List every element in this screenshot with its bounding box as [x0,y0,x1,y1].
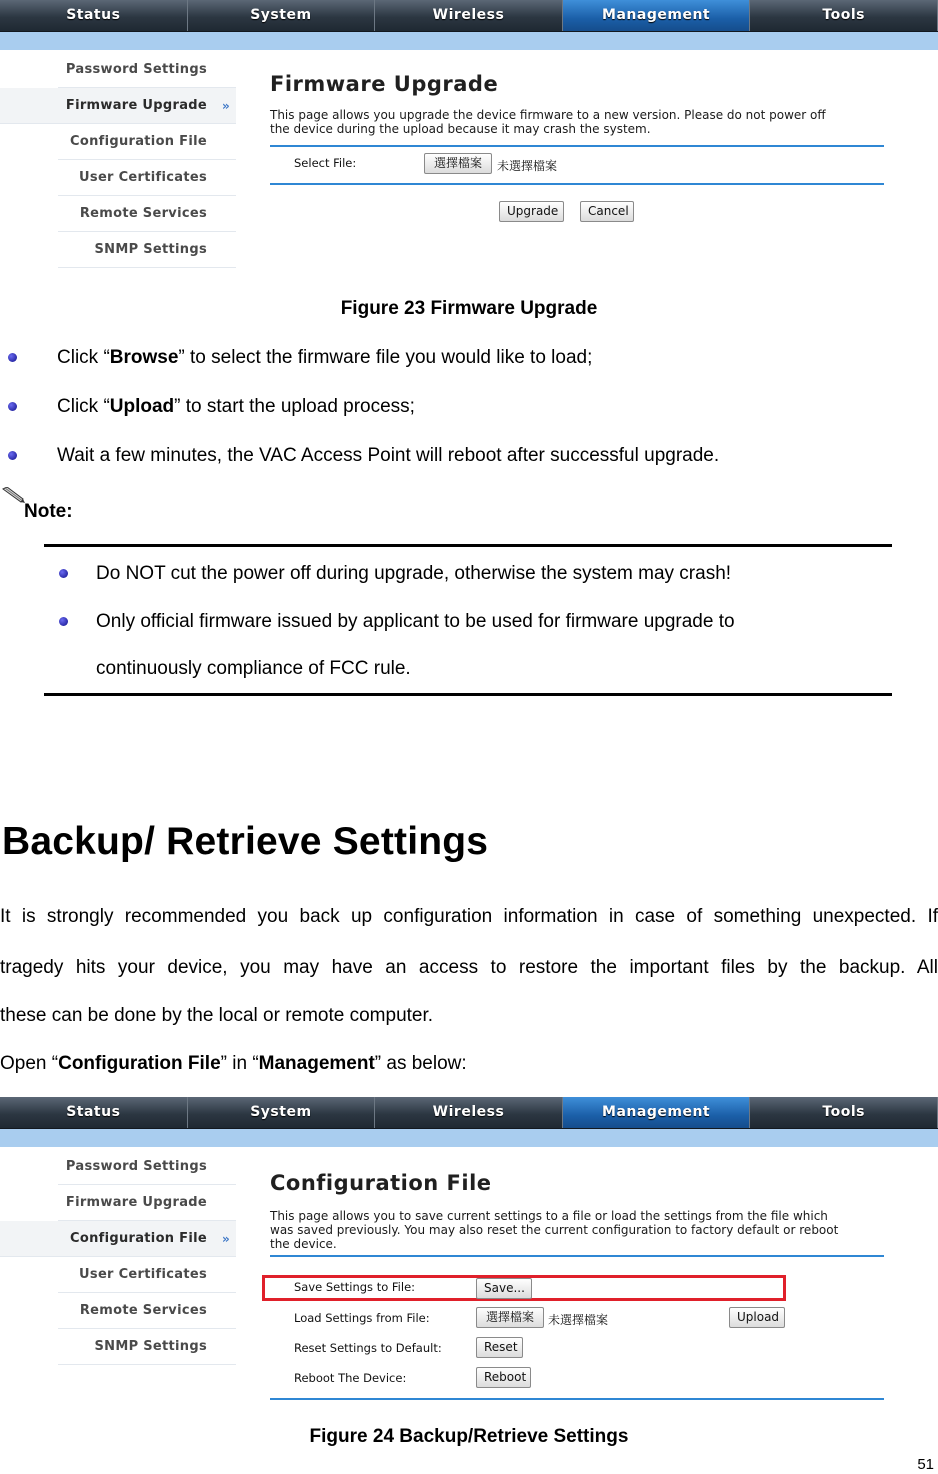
note-item-official-firmware-cont: continuously compliance of FCC rule. [96,658,411,679]
paragraph-line: these can be done by the local or remote computer. [0,1005,434,1026]
figure-24-caption: Figure 24 Backup/Retrieve Settings [309,1426,629,1447]
top-nav-bar [0,0,938,32]
save-settings-label: Save Settings to File: [294,1280,416,1294]
tab-tools[interactable]: Tools [750,0,938,31]
management-sidebar [0,1147,236,1405]
reboot-device-label: Reboot The Device: [294,1371,407,1385]
reset-settings-label: Reset Settings to Default: [294,1341,442,1355]
select-file-label: Select File: [294,156,357,170]
load-settings-label: Load Settings from File: [294,1311,430,1325]
top-nav-bar [0,1097,938,1129]
bullet-icon [8,451,17,460]
sub-nav-bar [0,32,938,50]
browse-button[interactable]: 選擇檔案 [424,153,492,174]
divider [270,183,884,185]
sidebar-item-password-settings[interactable]: Password Settings [58,1149,236,1185]
paragraph-line: tragedy hits your device, you may have an access to restore the important files by the backup. All [0,957,938,978]
panel-description: This page allows you upgrade the device firmware to a new version. Please do not power off the device during the upload because it may crash the system. [270,108,826,136]
sidebar-item-user-certificates[interactable]: User Certificates [58,1257,236,1293]
save-button[interactable]: Save... [476,1278,532,1299]
reset-button[interactable]: Reset [476,1337,523,1358]
no-file-chosen-text: 未選擇檔案 [548,1313,609,1327]
panel-title: Configuration File [270,1171,492,1195]
sidebar-item-user-certificates[interactable]: User Certificates [58,160,236,196]
note-label: Note: [24,501,73,522]
open-instruction: Open “Configuration File” in “Management” as below: [0,1053,467,1074]
note-bottom-rule [44,693,892,696]
section-heading: Backup/ Retrieve Settings [2,820,489,863]
tab-system[interactable]: System [188,1097,376,1128]
upgrade-button[interactable]: Upgrade [499,201,564,222]
firmware-upgrade-screenshot [0,0,938,280]
tab-system[interactable]: System [188,0,376,31]
tab-tools[interactable]: Tools [750,1097,938,1128]
bullet-browse: Click “Browse” to select the firmware file you would like to load; [57,347,593,368]
figure-23-caption: Figure 23 Firmware Upgrade [340,298,598,319]
tab-wireless[interactable]: Wireless [375,0,563,31]
paragraph-line: It is strongly recommended you back up configuration information in case of something unexpected. If [0,906,938,927]
panel-description: This page allows you to save current settings to a file or load the settings from the file which was saved previously. You may also reset the current configuration to factory default or reboot the device. [270,1209,839,1251]
divider [270,1255,884,1257]
pencil-icon [2,487,26,503]
divider [270,1398,884,1400]
note-top-rule [44,544,892,547]
chevron-right-icon: » [221,99,230,113]
sub-nav-bar [0,1129,938,1147]
sidebar-item-label: Configuration File [70,1231,207,1246]
sidebar-item-firmware-upgrade[interactable] [0,88,236,124]
sidebar-item-password-settings[interactable]: Password Settings [58,52,236,88]
sidebar-item-remote-services[interactable]: Remote Services [58,1293,236,1329]
tab-management[interactable]: Management [563,0,751,31]
tab-status[interactable]: Status [0,1097,188,1128]
reboot-button[interactable]: Reboot [476,1367,531,1388]
configuration-file-panel [270,1171,884,1251]
sidebar-item-snmp-settings[interactable]: SNMP Settings [58,1329,236,1365]
bullet-icon [59,569,68,578]
no-file-chosen-text: 未選擇檔案 [497,159,558,173]
sidebar-item-snmp-settings[interactable]: SNMP Settings [58,232,236,268]
bullet-icon [8,402,17,411]
bullet-icon [59,617,68,626]
sidebar-item-configuration-file[interactable] [0,1221,236,1257]
tab-status[interactable]: Status [0,0,188,31]
sidebar-item-configuration-file[interactable]: Configuration File [58,124,236,160]
bullet-icon [8,353,17,362]
tab-management[interactable]: Management [563,1097,751,1128]
bullet-upload: Click “Upload” to start the upload process; [57,396,415,417]
sidebar-item-firmware-upgrade[interactable]: Firmware Upgrade [58,1185,236,1221]
management-sidebar [0,50,236,280]
upload-button[interactable]: Upload [729,1307,785,1328]
browse-button[interactable]: 選擇檔案 [476,1307,544,1328]
note-item-official-firmware: Only official firmware issued by applicant to be used for firmware upgrade to [96,611,735,632]
sidebar-item-remote-services[interactable]: Remote Services [58,196,236,232]
firmware-upgrade-panel [270,72,884,136]
configuration-file-screenshot [0,1097,938,1405]
cancel-button[interactable]: Cancel [580,201,634,222]
note-item-power: Do NOT cut the power off during upgrade, otherwise the system may crash! [96,563,732,584]
sidebar-item-label: Firmware Upgrade [65,98,207,113]
chevron-right-icon: » [221,1232,230,1246]
bullet-wait: Wait a few minutes, the VAC Access Point will reboot after successful upgrade. [57,445,720,466]
divider [270,145,884,147]
page-number: 51 [917,1456,934,1473]
tab-wireless[interactable]: Wireless [375,1097,563,1128]
panel-title: Firmware Upgrade [270,72,499,96]
